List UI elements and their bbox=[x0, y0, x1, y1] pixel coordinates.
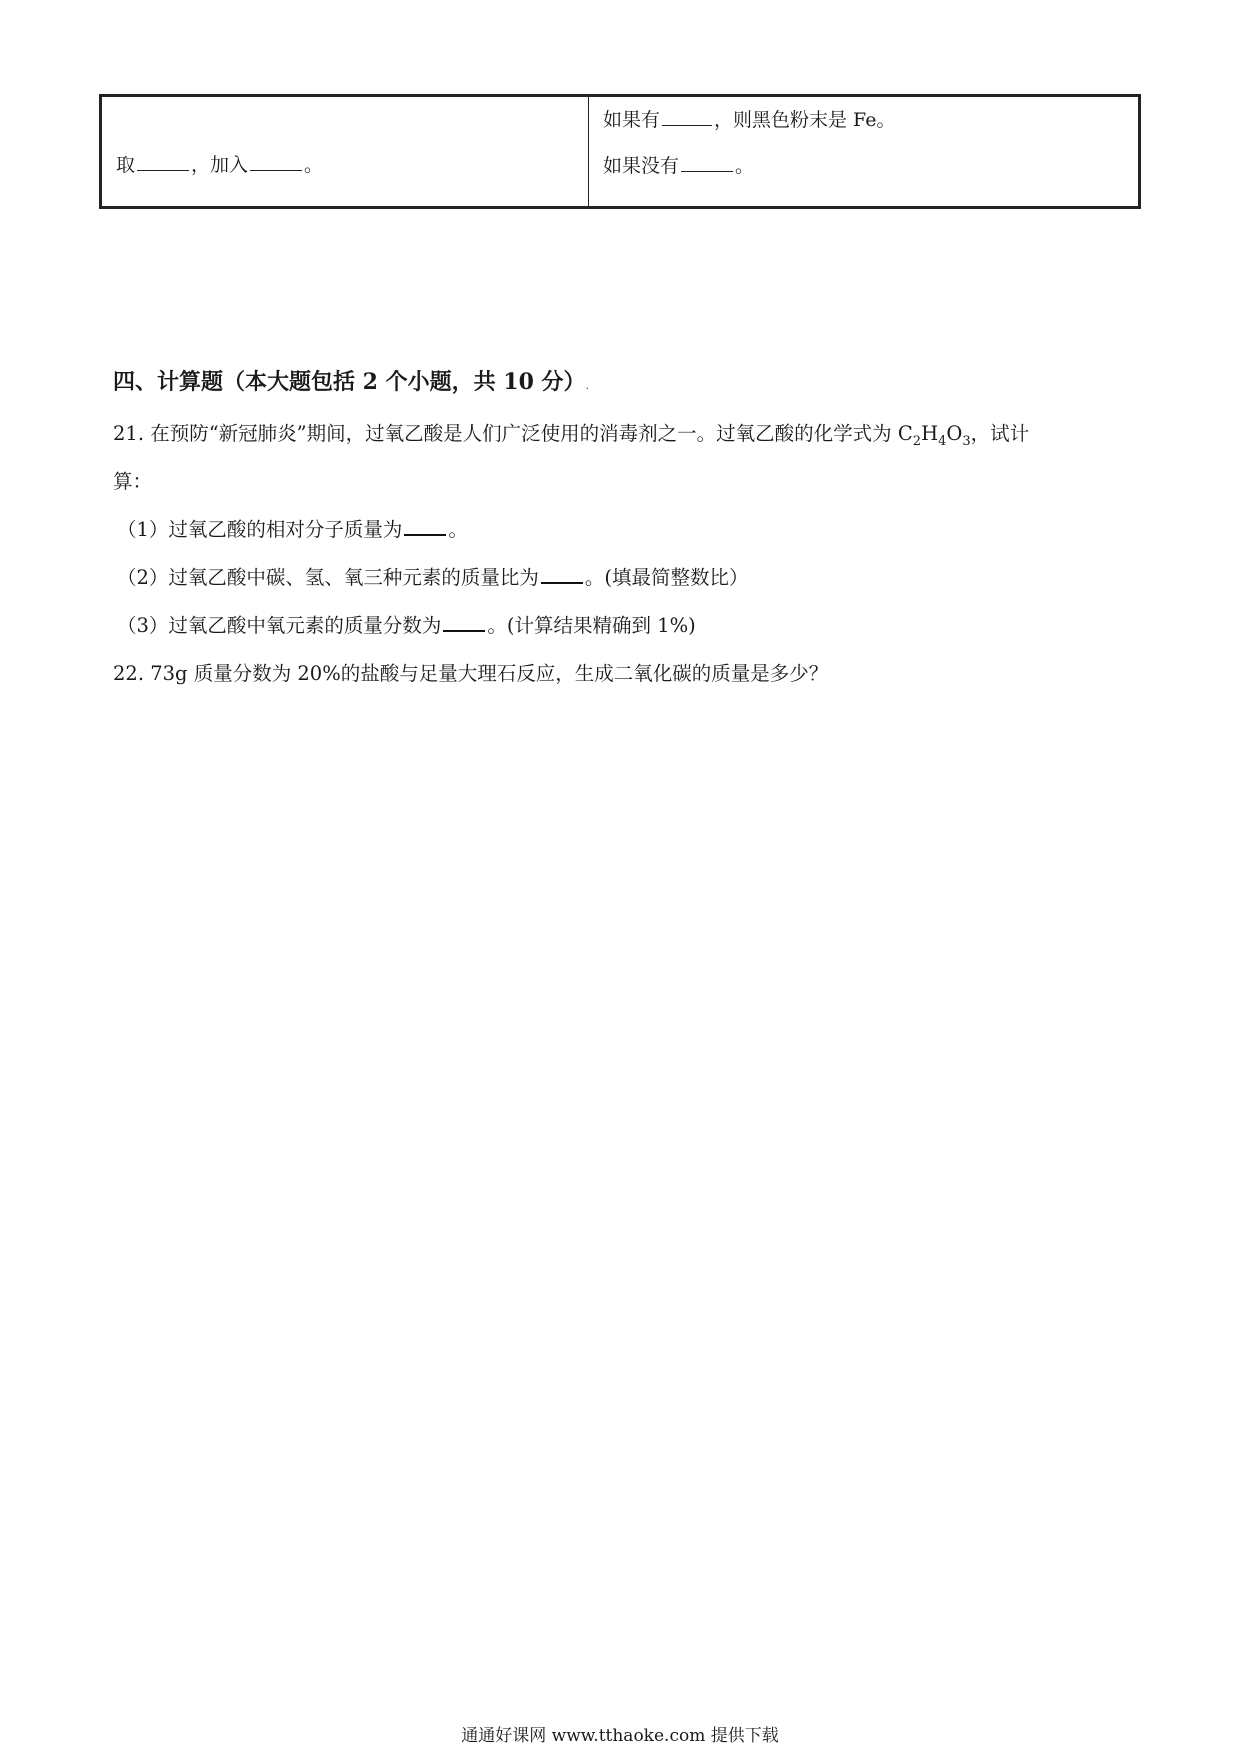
subscript: 2 bbox=[912, 433, 922, 449]
operation-line bbox=[116, 150, 323, 177]
experiment-table bbox=[99, 94, 1141, 209]
table-cell-conclusion bbox=[589, 96, 1140, 208]
operation-prefix: 取 bbox=[116, 154, 136, 176]
subscript: 3 bbox=[962, 433, 971, 449]
question-21-line-1 bbox=[113, 418, 1029, 449]
section-mark: . bbox=[585, 381, 589, 392]
answer-blank[interactable] bbox=[137, 169, 189, 171]
question-21-text: 21. 在预防“新冠肺炎”期间，过氧乙酸是人们广泛使用的消毒剂之一。过氧乙酸的化学式为 C bbox=[113, 422, 913, 445]
question-21-line-2 bbox=[113, 466, 152, 494]
answer-blank[interactable] bbox=[681, 170, 733, 172]
question-21-tail: ，试计 bbox=[970, 422, 1030, 445]
answer-blank[interactable] bbox=[250, 169, 302, 171]
part-2-suffix: 。(填最简整数比） bbox=[584, 566, 749, 589]
conclusion-2-prefix: 如果没有 bbox=[603, 155, 680, 177]
operation-suffix: 。 bbox=[304, 154, 324, 176]
conclusion-line-2 bbox=[603, 151, 754, 178]
answer-blank[interactable] bbox=[404, 533, 446, 536]
question-21-part-1 bbox=[117, 514, 468, 542]
operation-mid: ，加入 bbox=[191, 154, 249, 176]
question-22 bbox=[113, 658, 828, 686]
question-21-line2-text: 算： bbox=[113, 470, 153, 493]
formula-part: H bbox=[921, 422, 939, 445]
answer-blank[interactable] bbox=[443, 629, 485, 632]
conclusion-line-1 bbox=[603, 105, 895, 132]
part-2-prefix: （2）过氧乙酸中碳、氢、氧三种元素的质量比为 bbox=[117, 566, 539, 589]
part-1-prefix: （1）过氧乙酸的相对分子质量为 bbox=[117, 518, 403, 541]
part-1-suffix: 。 bbox=[448, 518, 468, 541]
conclusion-1-prefix: 如果有 bbox=[603, 109, 661, 131]
subscript: 4 bbox=[938, 433, 947, 449]
table-cell-operation bbox=[101, 96, 589, 208]
table-row bbox=[101, 96, 1140, 208]
answer-blank[interactable] bbox=[662, 124, 712, 126]
footer-text: 通通好课网 www.tthaoke.com 提供下载 bbox=[461, 1726, 779, 1746]
page-footer bbox=[0, 1721, 1240, 1746]
question-21-part-2 bbox=[117, 562, 749, 590]
formula-part: O bbox=[946, 422, 963, 445]
section-title-text: 四、计算题（本大题包括 2 个小题，共 10 分） bbox=[113, 369, 586, 395]
conclusion-1-suffix: ，则黑色粉末是 Fe。 bbox=[714, 109, 896, 131]
part-3-prefix: （3）过氧乙酸中氧元素的质量分数为 bbox=[117, 614, 442, 637]
question-21-part-3 bbox=[117, 610, 696, 638]
part-3-suffix: 。(计算结果精确到 1%) bbox=[487, 614, 696, 637]
section-heading bbox=[113, 365, 589, 396]
answer-blank[interactable] bbox=[541, 581, 583, 584]
question-22-text: 22. 73g 质量分数为 20%的盐酸与足量大理石反应，生成二氧化碳的质量是多少？ bbox=[113, 662, 829, 685]
conclusion-2-suffix: 。 bbox=[735, 155, 755, 177]
